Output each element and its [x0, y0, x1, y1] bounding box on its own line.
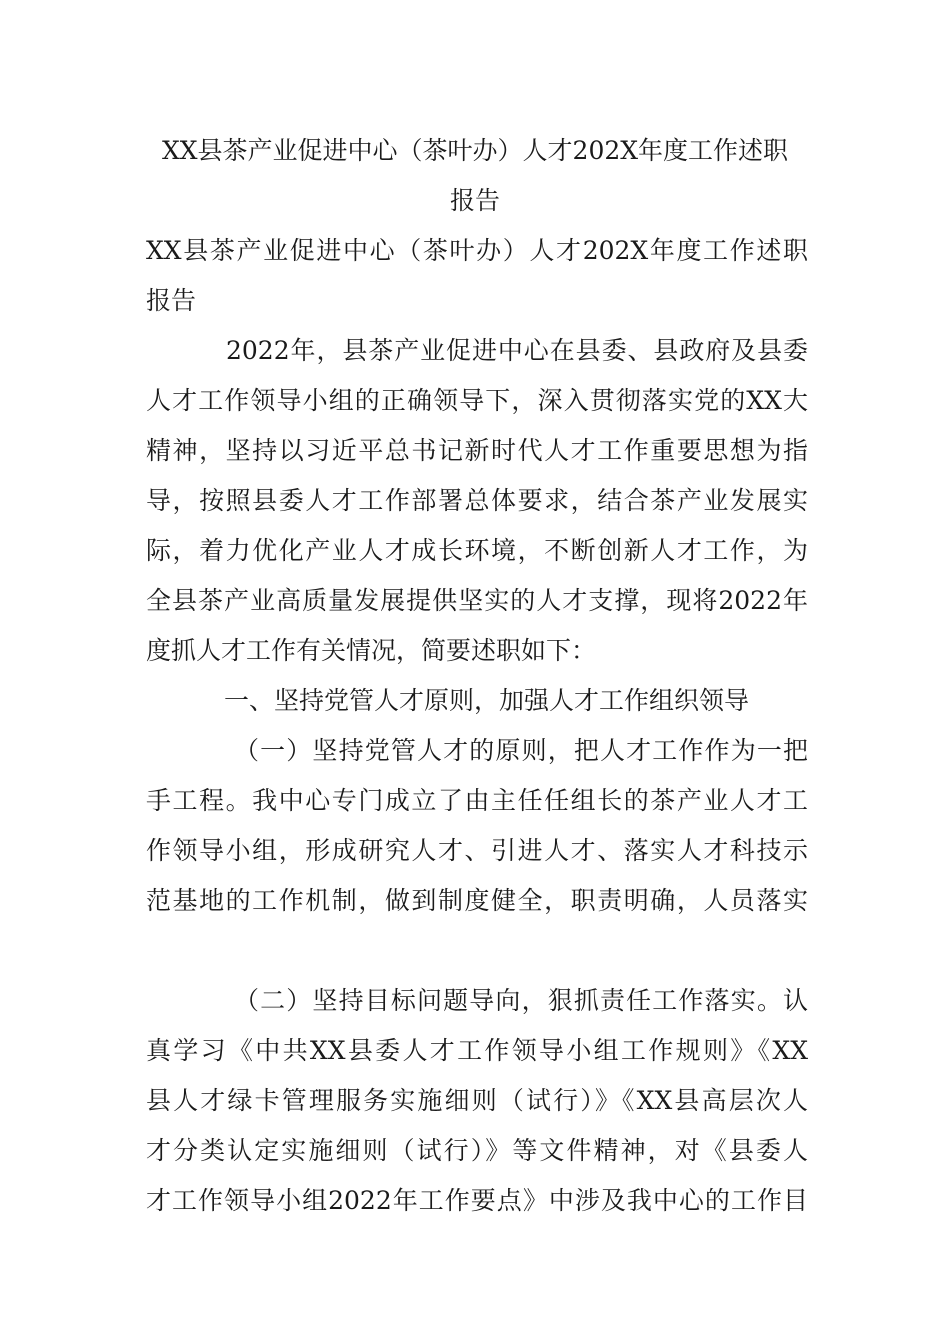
para1-line-1: （一）坚持党管人才的原则，把人才工作作为一把: [234, 736, 808, 765]
para2-line-5: 才工作领导小组2022年工作要点》中涉及我中心的工作目: [146, 1186, 808, 1215]
para2-line-4: 才分类认定实施细则（试行）》等文件精神，对《县委人: [146, 1136, 808, 1165]
para2-line-2: 真学习《中共XX县委人才工作领导小组工作规则》《XX: [146, 1036, 808, 1065]
para2-line-1: （二）坚持目标问题导向，狠抓责任工作落实。认: [234, 986, 808, 1015]
document-title-line-1: XX县茶产业促进中心（茶叶办）人才202X年度工作述职: [161, 136, 789, 165]
subtitle-line-1: XX县茶产业促进中心（茶叶办）人才202X年度工作述职: [146, 236, 808, 265]
subtitle-line-2: 报告: [146, 286, 197, 315]
intro-line-5: 际，着力优化产业人才成长环境，不断创新人才工作，为: [146, 536, 808, 565]
intro-line-7: 度抓人才工作有关情况，简要述职如下：: [146, 636, 597, 665]
intro-line-1: 2022年，县茶产业促进中心在县委、县政府及县委: [226, 336, 808, 365]
document-title-line-2: 报告: [449, 186, 500, 215]
intro-line-6: 全县茶产业高质量发展提供坚实的人才支撑，现将2022年: [146, 586, 808, 615]
section-heading: 一、坚持党管人才原则，加强人才工作组织领导: [224, 686, 750, 715]
para2-line-3: 县人才绿卡管理服务实施细则（试行）》《XX县高层次人: [146, 1086, 808, 1115]
para1-line-2: 手工程。我中心专门成立了由主任任组长的茶产业人才工: [146, 786, 808, 815]
para1-line-4: 范基地的工作机制，做到制度健全，职责明确，人员落实: [146, 886, 808, 915]
intro-line-4: 导，按照县委人才工作部署总体要求，结合茶产业发展实: [146, 486, 808, 515]
para1-line-3: 作领导小组，形成研究人才、引进人才、落实人才科技示: [146, 836, 808, 865]
intro-line-2: 人才工作领导小组的正确领导下，深入贯彻落实党的XX大: [146, 386, 808, 415]
intro-line-3: 精神，坚持以习近平总书记新时代人才工作重要思想为指: [146, 436, 808, 465]
